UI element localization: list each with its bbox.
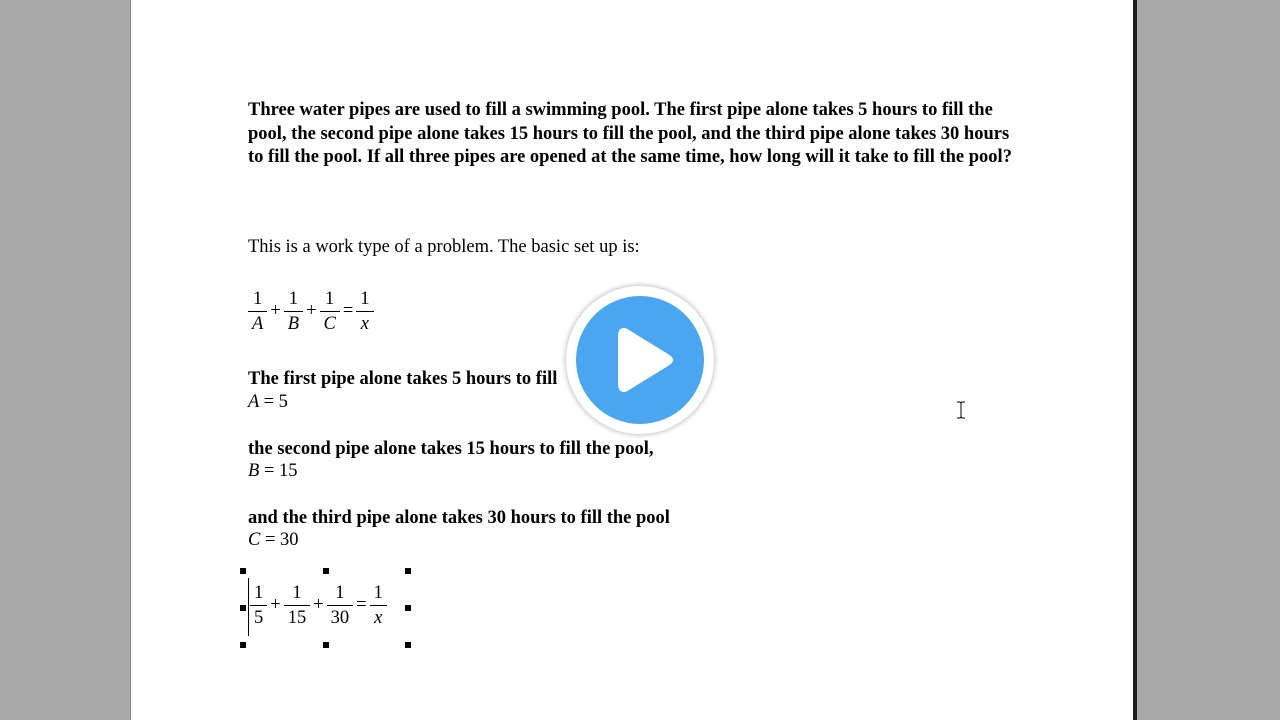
numerator: 1 bbox=[325, 289, 335, 309]
step-3-equation bbox=[248, 530, 299, 551]
denominator: 15 bbox=[287, 608, 307, 628]
fraction-1-over-30 bbox=[327, 582, 354, 629]
equals-sign: = bbox=[356, 595, 367, 615]
fraction-1-over-b bbox=[284, 288, 303, 335]
equals-sign: = bbox=[264, 530, 276, 550]
resize-handle-right[interactable] bbox=[405, 605, 411, 611]
plus-sign: + bbox=[270, 595, 281, 615]
equals-sign: = bbox=[342, 301, 354, 321]
numerator: 1 bbox=[335, 583, 345, 603]
fraction-1-over-x bbox=[356, 288, 373, 335]
numerator: 1 bbox=[254, 583, 264, 603]
play-button[interactable] bbox=[566, 286, 714, 434]
step-1-equation bbox=[248, 392, 288, 413]
fraction-1-over-5 bbox=[250, 582, 267, 629]
resize-handle-left[interactable] bbox=[240, 605, 246, 611]
value: 15 bbox=[279, 461, 298, 481]
denominator: 5 bbox=[254, 608, 264, 628]
problem-statement: Three water pipes are used to fill a swimming pool. The first pipe alone takes 5 hours to fill the pool, the second pipe alone takes 15 hours to fill the pool, and the third pipe alone takes 30 hours to fill the pool. If all three pipes are opened at the same time, how long will it take to fill the pool? bbox=[248, 100, 1012, 167]
page-edge bbox=[1133, 0, 1137, 720]
resize-handle-top[interactable] bbox=[323, 568, 329, 574]
resize-handle-bottom[interactable] bbox=[323, 642, 329, 648]
intro-text: This is a work type of a problem. The basic set up is: bbox=[248, 237, 640, 257]
numerator: 1 bbox=[373, 583, 383, 603]
numerator: 1 bbox=[360, 289, 370, 309]
substituted-equation bbox=[250, 582, 387, 629]
variable: A bbox=[248, 392, 259, 412]
denominator: x bbox=[360, 314, 370, 334]
value: 30 bbox=[280, 530, 299, 550]
step-2-equation bbox=[248, 461, 298, 482]
plus-sign: + bbox=[306, 301, 317, 321]
resize-handle-top-right[interactable] bbox=[405, 568, 411, 574]
numerator: 1 bbox=[292, 583, 302, 603]
step-1-text: The first pipe alone takes 5 hours to fill bbox=[248, 369, 558, 389]
value: 5 bbox=[278, 392, 288, 412]
setup-equation bbox=[248, 288, 374, 335]
denominator: 30 bbox=[330, 608, 350, 628]
step-2-text: the second pipe alone takes 15 hours to fill the pool, bbox=[248, 439, 654, 459]
numerator: 1 bbox=[253, 289, 263, 309]
plus-sign: + bbox=[270, 301, 281, 321]
text-cursor bbox=[248, 578, 249, 636]
denominator: C bbox=[323, 314, 336, 334]
numerator: 1 bbox=[288, 289, 299, 309]
denominator: x bbox=[374, 608, 383, 628]
ibeam-cursor-icon bbox=[956, 401, 966, 419]
play-icon bbox=[566, 286, 714, 434]
resize-handle-top-left[interactable] bbox=[240, 568, 246, 574]
equals-sign: = bbox=[263, 392, 275, 412]
fraction-1-over-a bbox=[248, 288, 267, 335]
variable: B bbox=[248, 461, 260, 481]
fraction-1-over-c bbox=[320, 288, 340, 335]
denominator: B bbox=[287, 314, 300, 334]
fraction-1-over-15 bbox=[284, 582, 311, 629]
resize-handle-bottom-right[interactable] bbox=[405, 642, 411, 648]
step-3-text: and the third pipe alone takes 30 hours to fill the pool bbox=[248, 508, 670, 528]
variable: C bbox=[248, 530, 261, 550]
fraction-1-over-x bbox=[370, 582, 387, 629]
denominator: A bbox=[252, 314, 264, 334]
resize-handle-bottom-left[interactable] bbox=[240, 642, 246, 648]
plus-sign: + bbox=[313, 595, 324, 615]
equals-sign: = bbox=[263, 461, 275, 481]
